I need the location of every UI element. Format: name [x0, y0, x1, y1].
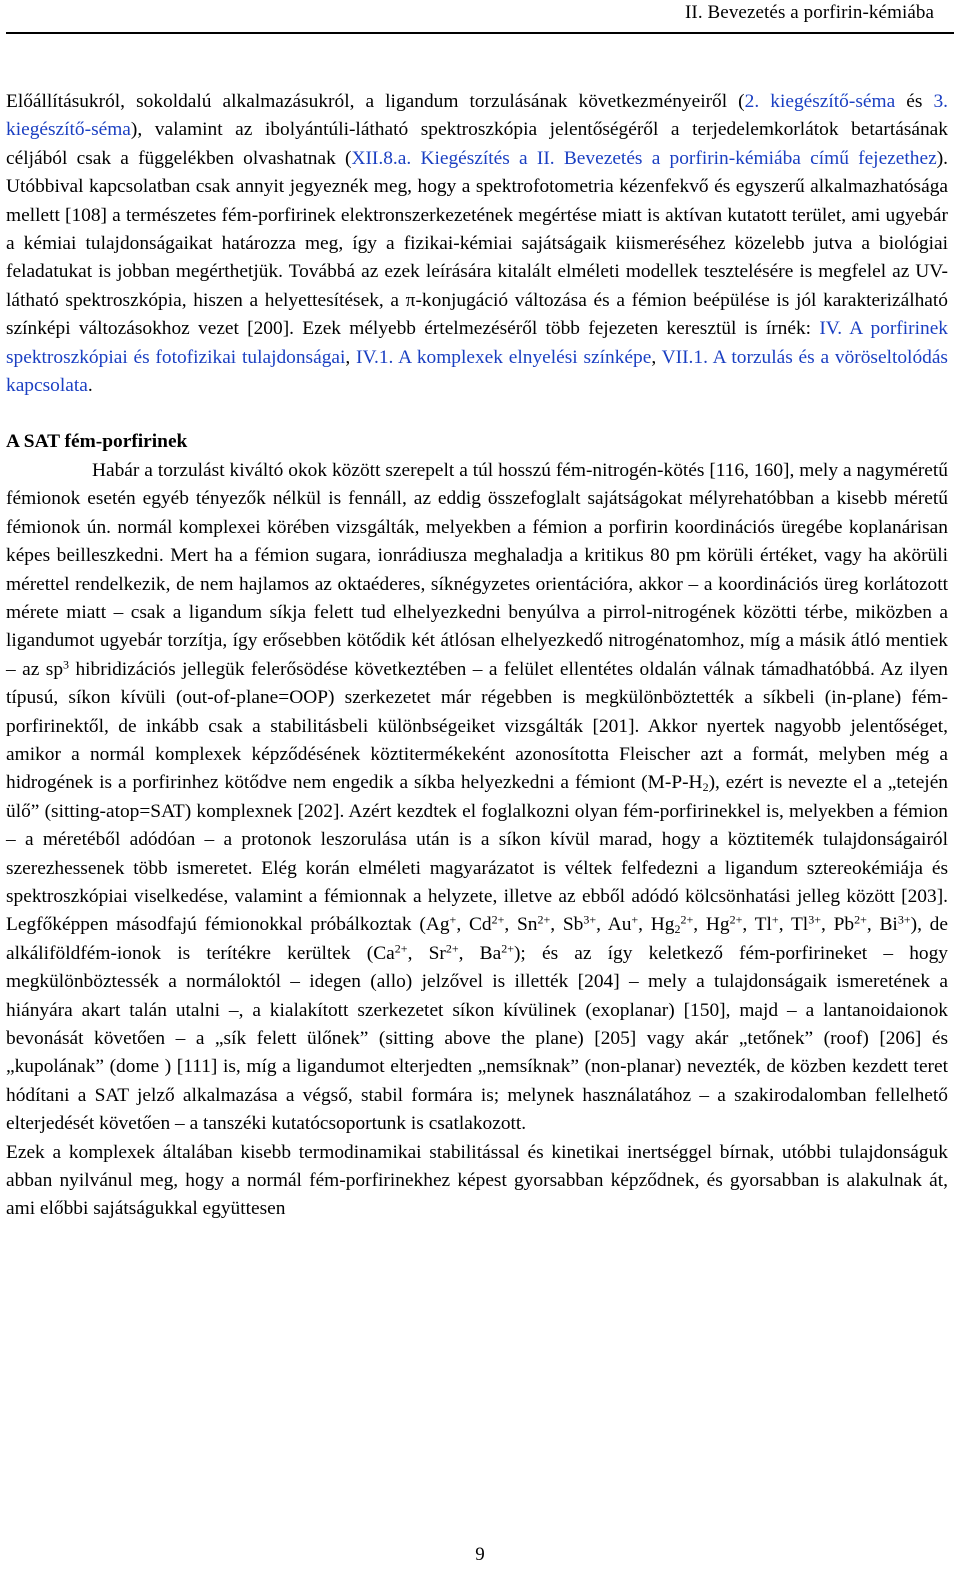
- text-run: , Sb: [550, 914, 584, 936]
- link-chapter-vii-1[interactable]: VII.1. A torzulás és a vöröseltolódás kapcsolata: [6, 346, 948, 397]
- page-number: 9: [475, 1544, 485, 1565]
- text-run: Előállításukról, sokoldalú alkalmazásukról, a ligandum torzulásának következményeiről (: [6, 91, 745, 112]
- link-chapter-iv-1[interactable]: IV.1. A komplexek elnyelési színképe: [356, 346, 652, 368]
- link-appendix-xii-8a[interactable]: XII.8.a. Kiegészítés a II. Bevezetés a porfirin-kémiába című fejezethez: [351, 147, 937, 169]
- text-run: ). Utóbbival kapcsolatban csak annyit jegyeznék meg, hogy a spektrofotometria kézenfekvő és egyszerű alkalmazhatósága mellett [108] a természetes fém-porfirinek elektronszerkezetének megértése miatt is aktívan kutatott terület, ami ugyebár a kémiai tulajdonságaikat határozza meg, így a fizikai-kémiai sajátságaik kiismeréséhez közelebb jutva a biológiai feladatukat is jobban megérthetjük. Továbbá az ezek leírására kitalált elméleti modellek tesztelésére is megfelel az UV-látható spektroszkópia, hiszen a helyettesítések, a π-konjugáció változása és a fémion beépülése is jól karakterizálható színképi változásokhoz vezet [200]. Ezek mélyebb értelmezéséről több fejezeten keresztül is írnék:: [6, 147, 948, 340]
- text-run: , Bi: [866, 914, 898, 936]
- text-run: Habár a torzulást kiváltó okok között szerepelt a túl hosszú fém-nitrogén-kötés [116, 160], mely a nagyméretű fémionok esetén egyéb tényezők nélkül is fennáll, az eddig összefoglalt sajátságokat mélyrehatóbban a kisebb méretű fémionok ún. normál komplexei körében vizsgálták, melyekben a fémion a porfirin koordinációs üregébe koplanárisan képes beilleszkedni. Mert ha a fémion sugara, ionrádiusza meghaladja a kritikus 80 pm körüli értéket, vagy ha akörüli mérettel rendelkezik, de nem hajlamos az oktaéderes, síknégyzetes orientációra, akkor – a koordinációs üreg korlátozott mérete miatt – csak a ligandum síkja felett tud elhelyezkedni benyúlva a pirrol-nitrogének közötti térbe, miközben a ligandumot ugyebár torzítja, így erősebben kötődik két átlósan elhelyezkedő nitrogénatomhoz, míg a másik átló mentiek – az sp: [6, 459, 948, 680]
- superscript: +: [771, 912, 779, 927]
- header-rule: [6, 32, 954, 34]
- superscript: 2+: [537, 912, 551, 927]
- text-run: , Sr: [407, 942, 446, 964]
- text-run: és: [895, 91, 934, 112]
- link-supplementary-scheme-3[interactable]: 3. kiegészítő-séma: [6, 91, 948, 141]
- superscript: 2+: [854, 912, 867, 927]
- paragraph-sat: [6, 457, 948, 1139]
- paragraph-stability: Ezek a komplexek általában kisebb termodinamikai stabilitással és kinetikai inertséggel bírnak, utóbbi tulajdonságuk abban nyilvánul meg, hogy a normál fém-porfirinekhez képest gyorsabban képződnek, és gyorsabban is alakulnak át, ami előbbi sajátságukkal együttesen: [6, 1141, 948, 1220]
- text-run: , Au: [596, 914, 632, 936]
- link-supplementary-scheme-2[interactable]: 2. kiegészítő-séma: [744, 91, 896, 112]
- superscript: +: [631, 912, 639, 927]
- superscript: 2+: [680, 912, 694, 927]
- text-run: , Ba: [458, 942, 502, 964]
- superscript: 2+: [394, 941, 408, 956]
- text-run: ); és az így keletkező fém-porfirineket – hogy megkülönböztessék a normáloktól – idegen (allo) jelzővel is illették [204] – mely a tulajdonságaik ismeretének a hiányára akart talán utalni –, a kialakított szerkezetet síkon kívülinek (exoplanar) [150], majd – a lantanoidaionok bevonását követően – a „sík felett ülőnek” (sitting above the plane) [205] vagy akár „tetőnek” (roof) [206] és „kupolának” (dome ) [111] is, míg a ligandumot elterjedten „nemsíknak” (non-planar) nevezték, de közben kezdett teret hódítani a SAT jelző alkalmazása a végső, stabil formára is; melynek használatához – a szakirodalomban fellelhető elterjedését követően – a tanszéki kutatócsoportunk is csatlakozott.: [6, 942, 948, 1135]
- subscript: 2: [674, 922, 681, 937]
- text-run: .: [87, 375, 93, 397]
- text-run: , Cd: [456, 914, 492, 936]
- paragraph-intro: [6, 88, 948, 400]
- link-chapter-iv[interactable]: IV. A porfirinek spektroszkópiai és fotofizikai tulajdonságai: [6, 318, 948, 368]
- text-run: ), ezért is nevezte el a „tetején ülő” (sitting-atop=SAT) komplexnek [202]. Azért kezdtek el foglalkozni olyan fém-porfirinekkel is, melyekben a fémion – a méretéből adódóan – a protonok leszorulása után is a síkon kívül marad, hogy a köztitemék tulajdonságairól szerezhessenek több ismeretet. Elég korán elméleti magyarázatot is véltek felfedezni a ligandum sztereokémiája és spektroszkópiai viselkedése, valamint a fémionnak a helyzete, illetve az ebből adódó kölcsönhatási jelleg között [203]. Legfőképpen másodfajú fémionokkal próbálkoztak (Ag: [6, 772, 948, 936]
- running-head: II. Bevezetés a porfirin-kémiába: [684, 2, 934, 23]
- subscript: 2: [702, 780, 709, 795]
- superscript: 2+: [491, 912, 505, 927]
- text-run: hibridizációs jellegük felerősödése következtében – a felület ellentétes oldalán válnak támadhatóbbá. Az ilyen típusú, síkon kívüli (out-of-plane=OOP) szerkezetet már régebben is megkülönböztették a síkbeli (in-plane) fém-porfirinektől, de inkább csak a stabilitásbeli különbségeiket vizsgálták [201]. Akkor nyertek nagyobb jelentőséget, amikor a normál komplexek képződésének köztitermékeként azonosította Fleischer azt a formát, melyben még a hidrogének is a porfirinhez kötődve nem engedik a síkba helyezkedni a fémiont (M-P-H: [6, 658, 948, 794]
- superscript: +: [449, 912, 457, 927]
- text-run: , Tl: [742, 914, 772, 936]
- superscript: 2+: [729, 912, 743, 927]
- text-run: , Hg: [693, 914, 730, 936]
- text-run: , Tl: [778, 914, 809, 936]
- text-run: ), valamint az ibolyántúli-látható spektroszkópia jelentőségéről a terjedelemkorlátok betartásának céljából csak a függelékben olvashatnak (: [6, 119, 948, 169]
- text-run: ), de alkáliföldfém-ionok is terítékre kerültek (Ca: [6, 914, 948, 964]
- text-run: ,: [651, 346, 662, 368]
- text-run: ,: [345, 346, 357, 368]
- superscript: 2+: [501, 941, 514, 956]
- superscript: 3+: [808, 912, 821, 927]
- section-heading: A SAT fém-porfirinek: [6, 431, 188, 453]
- text-run: , Sn: [504, 914, 538, 936]
- text-run: , Pb: [820, 914, 855, 936]
- superscript: 3+: [897, 912, 911, 927]
- superscript: 3+: [583, 912, 597, 927]
- superscript: 3: [63, 657, 70, 672]
- text-run: , Hg: [638, 914, 675, 936]
- superscript: 2+: [445, 941, 459, 956]
- body-text: [6, 88, 948, 1224]
